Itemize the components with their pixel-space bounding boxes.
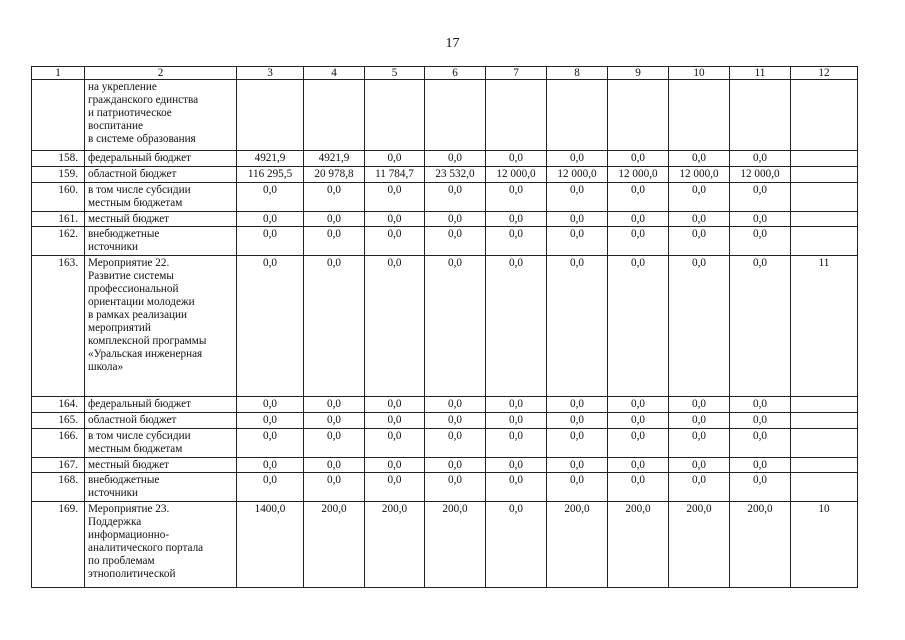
amount-cell bbox=[237, 80, 304, 151]
row-description bbox=[85, 212, 237, 227]
amount-cell: 0,0 bbox=[669, 429, 730, 458]
amount-cell: 0,0 bbox=[608, 413, 669, 429]
description-line: внебюджетные bbox=[88, 228, 160, 240]
row-number: 159. bbox=[32, 167, 85, 183]
amount-cell: 0,0 bbox=[608, 458, 669, 473]
target-indicator-cell bbox=[791, 397, 858, 413]
table-row bbox=[32, 413, 858, 429]
row-description bbox=[85, 183, 237, 212]
amount-cell: 0,0 bbox=[486, 429, 547, 458]
amount-cell: 23 532,0 bbox=[425, 167, 486, 183]
target-indicator-cell bbox=[791, 473, 858, 502]
amount-cell: 0,0 bbox=[304, 458, 365, 473]
amount-cell: 0,0 bbox=[425, 397, 486, 413]
target-indicator-cell bbox=[791, 413, 858, 429]
row-number: 168. bbox=[32, 473, 85, 502]
amount-cell: 0,0 bbox=[608, 397, 669, 413]
row-description bbox=[85, 429, 237, 458]
amount-cell: 20 978,8 bbox=[304, 167, 365, 183]
amount-cell: 0,0 bbox=[425, 227, 486, 256]
description-line: в рамках реализации bbox=[88, 309, 188, 321]
column-header: 1 bbox=[32, 67, 85, 80]
amount-cell bbox=[425, 80, 486, 151]
description-line: мероприятий bbox=[88, 322, 151, 334]
row-description bbox=[85, 167, 237, 183]
amount-cell: 0,0 bbox=[608, 151, 669, 167]
row-number: 169. bbox=[32, 502, 85, 588]
amount-cell: 0,0 bbox=[486, 183, 547, 212]
table-row bbox=[32, 502, 858, 588]
amount-cell: 0,0 bbox=[730, 458, 791, 473]
description-line: школа» bbox=[88, 361, 124, 373]
column-header: 2 bbox=[85, 67, 237, 80]
column-header: 4 bbox=[304, 67, 365, 80]
description-line: аналитического портала bbox=[88, 542, 204, 554]
amount-cell: 0,0 bbox=[730, 397, 791, 413]
amount-cell bbox=[365, 80, 425, 151]
amount-cell: 0,0 bbox=[425, 183, 486, 212]
column-header: 11 bbox=[730, 67, 791, 80]
column-header: 7 bbox=[486, 67, 547, 80]
amount-cell: 0,0 bbox=[669, 256, 730, 397]
amount-cell: 0,0 bbox=[304, 397, 365, 413]
column-header-row bbox=[32, 67, 858, 80]
amount-cell: 0,0 bbox=[365, 413, 425, 429]
table-row bbox=[32, 397, 858, 413]
amount-cell: 0,0 bbox=[547, 473, 608, 502]
amount-cell: 0,0 bbox=[608, 227, 669, 256]
target-indicator-cell bbox=[791, 183, 858, 212]
description-line: федеральный бюджет bbox=[88, 152, 191, 164]
target-indicator-cell bbox=[791, 429, 858, 458]
amount-cell: 0,0 bbox=[425, 458, 486, 473]
row-number: 160. bbox=[32, 183, 85, 212]
target-indicator-cell bbox=[791, 227, 858, 256]
description-line: местным бюджетам bbox=[88, 443, 183, 455]
amount-cell: 0,0 bbox=[237, 413, 304, 429]
amount-cell bbox=[669, 80, 730, 151]
target-indicator-cell: 11 bbox=[791, 256, 858, 397]
description-line: информационно- bbox=[88, 529, 170, 541]
amount-cell: 0,0 bbox=[669, 227, 730, 256]
description-line: в том числе субсидии bbox=[88, 184, 191, 196]
amount-cell: 0,0 bbox=[547, 413, 608, 429]
amount-cell: 0,0 bbox=[486, 458, 547, 473]
amount-cell: 0,0 bbox=[425, 429, 486, 458]
amount-cell: 0,0 bbox=[608, 183, 669, 212]
table-row bbox=[32, 151, 858, 167]
amount-cell: 12 000,0 bbox=[608, 167, 669, 183]
amount-cell: 0,0 bbox=[486, 151, 547, 167]
amount-cell: 0,0 bbox=[304, 212, 365, 227]
amount-cell: 0,0 bbox=[304, 473, 365, 502]
amount-cell: 0,0 bbox=[365, 429, 425, 458]
column-header: 3 bbox=[237, 67, 304, 80]
amount-cell: 0,0 bbox=[304, 413, 365, 429]
amount-cell: 0,0 bbox=[486, 413, 547, 429]
amount-cell: 0,0 bbox=[669, 212, 730, 227]
amount-cell: 0,0 bbox=[486, 212, 547, 227]
row-description bbox=[85, 151, 237, 167]
amount-cell: 0,0 bbox=[608, 429, 669, 458]
target-indicator-cell bbox=[791, 458, 858, 473]
amount-cell: 0,0 bbox=[730, 473, 791, 502]
amount-cell: 12 000,0 bbox=[730, 167, 791, 183]
row-description bbox=[85, 397, 237, 413]
amount-cell bbox=[608, 80, 669, 151]
amount-cell: 0,0 bbox=[669, 183, 730, 212]
amount-cell: 0,0 bbox=[608, 212, 669, 227]
amount-cell: 12 000,0 bbox=[669, 167, 730, 183]
budget-table bbox=[31, 66, 858, 588]
amount-cell: 0,0 bbox=[730, 227, 791, 256]
target-indicator-cell bbox=[791, 212, 858, 227]
amount-cell: 200,0 bbox=[425, 502, 486, 588]
amount-cell: 0,0 bbox=[486, 502, 547, 588]
amount-cell: 0,0 bbox=[486, 227, 547, 256]
row-number: 167. bbox=[32, 458, 85, 473]
column-header: 9 bbox=[608, 67, 669, 80]
amount-cell: 0,0 bbox=[237, 458, 304, 473]
amount-cell: 0,0 bbox=[730, 429, 791, 458]
amount-cell: 0,0 bbox=[486, 256, 547, 397]
row-description bbox=[85, 458, 237, 473]
amount-cell: 0,0 bbox=[304, 183, 365, 212]
description-line: Мероприятие 23. bbox=[88, 503, 170, 515]
amount-cell: 0,0 bbox=[547, 429, 608, 458]
row-number: 161. bbox=[32, 212, 85, 227]
row-number: 165. bbox=[32, 413, 85, 429]
description-line: гражданского единства bbox=[88, 94, 199, 106]
description-line: «Уральская инженерная bbox=[88, 348, 203, 360]
amount-cell: 0,0 bbox=[304, 227, 365, 256]
target-indicator-cell bbox=[791, 167, 858, 183]
amount-cell: 200,0 bbox=[365, 502, 425, 588]
description-line: профессиональной bbox=[88, 283, 179, 295]
description-line: Развитие системы bbox=[88, 270, 174, 282]
column-header: 8 bbox=[547, 67, 608, 80]
table-row bbox=[32, 212, 858, 227]
amount-cell: 0,0 bbox=[365, 183, 425, 212]
amount-cell: 11 784,7 bbox=[365, 167, 425, 183]
description-line: местный бюджет bbox=[88, 459, 170, 471]
amount-cell: 0,0 bbox=[669, 458, 730, 473]
amount-cell: 0,0 bbox=[547, 397, 608, 413]
description-line: воспитание bbox=[88, 120, 143, 132]
amount-cell: 0,0 bbox=[425, 413, 486, 429]
table-row bbox=[32, 183, 858, 212]
description-line: ориентации молодежи bbox=[88, 296, 195, 308]
row-description bbox=[85, 413, 237, 429]
amount-cell: 116 295,5 bbox=[237, 167, 304, 183]
amount-cell: 200,0 bbox=[608, 502, 669, 588]
amount-cell: 0,0 bbox=[547, 151, 608, 167]
table-row bbox=[32, 80, 858, 151]
amount-cell: 0,0 bbox=[730, 151, 791, 167]
amount-cell: 1400,0 bbox=[237, 502, 304, 588]
amount-cell: 0,0 bbox=[425, 473, 486, 502]
description-line: этнополитической bbox=[88, 568, 176, 580]
amount-cell: 4921,9 bbox=[304, 151, 365, 167]
column-header: 6 bbox=[425, 67, 486, 80]
amount-cell: 0,0 bbox=[730, 212, 791, 227]
amount-cell: 0,0 bbox=[547, 212, 608, 227]
table-row bbox=[32, 167, 858, 183]
description-line: по проблемам bbox=[88, 555, 155, 567]
amount-cell: 0,0 bbox=[365, 473, 425, 502]
description-line: источники bbox=[88, 241, 139, 253]
amount-cell: 0,0 bbox=[730, 256, 791, 397]
amount-cell: 0,0 bbox=[425, 256, 486, 397]
description-line: местный бюджет bbox=[88, 213, 170, 225]
description-line: источники bbox=[88, 487, 139, 499]
row-description bbox=[85, 256, 237, 397]
table-row bbox=[32, 458, 858, 473]
amount-cell: 0,0 bbox=[669, 151, 730, 167]
amount-cell: 0,0 bbox=[486, 397, 547, 413]
row-number: 164. bbox=[32, 397, 85, 413]
amount-cell: 0,0 bbox=[365, 151, 425, 167]
description-line: Поддержка bbox=[88, 516, 142, 528]
table-row bbox=[32, 429, 858, 458]
amount-cell: 0,0 bbox=[365, 212, 425, 227]
amount-cell bbox=[304, 80, 365, 151]
column-header: 12 bbox=[791, 67, 858, 80]
row-number: 162. bbox=[32, 227, 85, 256]
amount-cell: 0,0 bbox=[669, 397, 730, 413]
amount-cell: 0,0 bbox=[237, 227, 304, 256]
amount-cell: 0,0 bbox=[304, 429, 365, 458]
amount-cell: 0,0 bbox=[237, 473, 304, 502]
row-description bbox=[85, 227, 237, 256]
description-line: Мероприятие 22. bbox=[88, 257, 170, 269]
amount-cell: 12 000,0 bbox=[486, 167, 547, 183]
amount-cell bbox=[730, 80, 791, 151]
amount-cell: 4921,9 bbox=[237, 151, 304, 167]
amount-cell: 0,0 bbox=[425, 212, 486, 227]
amount-cell: 200,0 bbox=[730, 502, 791, 588]
target-indicator-cell: 10 bbox=[791, 502, 858, 588]
amount-cell bbox=[486, 80, 547, 151]
description-line: областной бюджет bbox=[88, 168, 177, 180]
table-row bbox=[32, 227, 858, 256]
column-header: 10 bbox=[669, 67, 730, 80]
row-number: 166. bbox=[32, 429, 85, 458]
page-number: 17 bbox=[445, 36, 460, 51]
column-header: 5 bbox=[365, 67, 425, 80]
amount-cell: 0,0 bbox=[365, 256, 425, 397]
row-number: 163. bbox=[32, 256, 85, 397]
table-row bbox=[32, 256, 858, 397]
amount-cell: 200,0 bbox=[304, 502, 365, 588]
description-line: комплексной программы bbox=[88, 335, 207, 347]
amount-cell: 0,0 bbox=[730, 413, 791, 429]
amount-cell: 0,0 bbox=[608, 256, 669, 397]
amount-cell: 0,0 bbox=[237, 429, 304, 458]
description-line: местным бюджетам bbox=[88, 197, 183, 209]
amount-cell: 0,0 bbox=[730, 183, 791, 212]
amount-cell: 0,0 bbox=[669, 473, 730, 502]
description-line: внебюджетные bbox=[88, 474, 160, 486]
amount-cell: 0,0 bbox=[237, 256, 304, 397]
description-line: на укрепление bbox=[88, 81, 157, 93]
description-line: в системе образования bbox=[88, 133, 196, 145]
amount-cell: 0,0 bbox=[365, 227, 425, 256]
description-line: и патриотическое bbox=[88, 107, 172, 119]
amount-cell: 0,0 bbox=[237, 212, 304, 227]
row-description bbox=[85, 80, 237, 151]
amount-cell: 0,0 bbox=[304, 256, 365, 397]
amount-cell: 0,0 bbox=[547, 227, 608, 256]
description-line: областной бюджет bbox=[88, 414, 177, 426]
amount-cell: 0,0 bbox=[365, 458, 425, 473]
amount-cell bbox=[547, 80, 608, 151]
amount-cell: 0,0 bbox=[669, 413, 730, 429]
amount-cell: 0,0 bbox=[425, 151, 486, 167]
amount-cell: 0,0 bbox=[237, 183, 304, 212]
target-indicator-cell bbox=[791, 151, 858, 167]
description-line: федеральный бюджет bbox=[88, 398, 191, 410]
amount-cell: 0,0 bbox=[547, 256, 608, 397]
table-row bbox=[32, 473, 858, 502]
row-description bbox=[85, 502, 237, 588]
amount-cell: 0,0 bbox=[547, 458, 608, 473]
row-description bbox=[85, 473, 237, 502]
amount-cell: 200,0 bbox=[547, 502, 608, 588]
amount-cell: 0,0 bbox=[365, 397, 425, 413]
description-line: в том числе субсидии bbox=[88, 430, 191, 442]
amount-cell: 0,0 bbox=[237, 397, 304, 413]
amount-cell: 0,0 bbox=[547, 183, 608, 212]
target-indicator-cell bbox=[791, 80, 858, 151]
amount-cell: 0,0 bbox=[608, 473, 669, 502]
row-number: 158. bbox=[32, 151, 85, 167]
row-number bbox=[32, 80, 85, 151]
amount-cell: 0,0 bbox=[486, 473, 547, 502]
amount-cell: 200,0 bbox=[669, 502, 730, 588]
amount-cell: 12 000,0 bbox=[547, 167, 608, 183]
